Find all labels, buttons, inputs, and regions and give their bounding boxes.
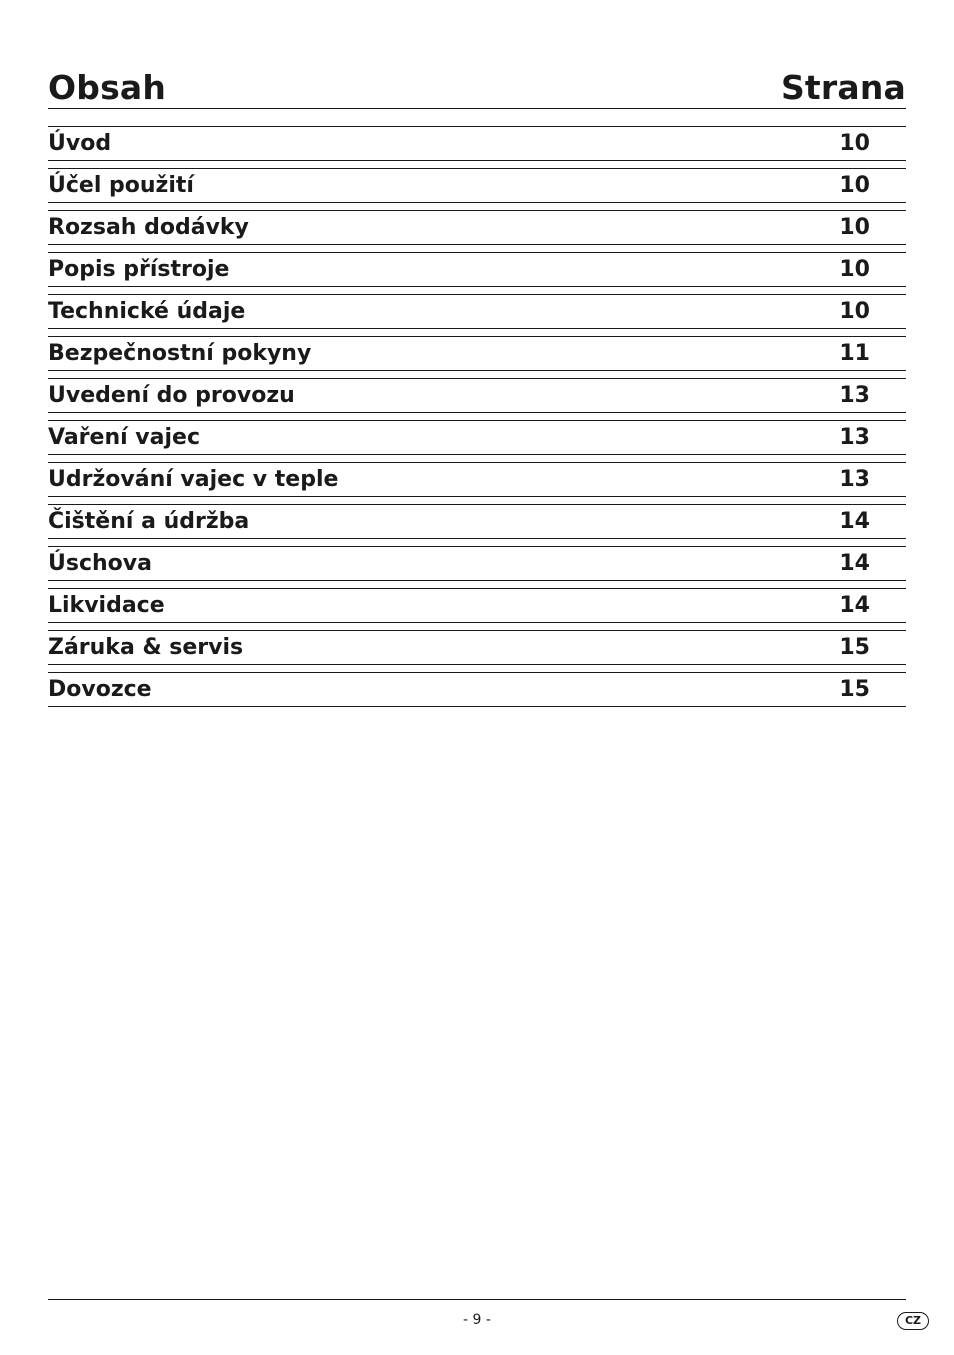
toc-row[interactable]: [48, 630, 906, 665]
toc-entry-page: 14: [839, 551, 870, 576]
toc-row[interactable]: [48, 462, 906, 497]
toc-entry-page: 10: [839, 131, 870, 156]
toc-entry-label: Vaření vajec: [48, 425, 200, 450]
toc-entry-label: Dovozce: [48, 677, 152, 702]
toc-entry-page: 10: [839, 257, 870, 282]
toc-entry-page: 14: [839, 509, 870, 534]
page-column-heading: Strana: [780, 68, 906, 107]
toc-entry-page: 10: [839, 173, 870, 198]
language-badge: CZ: [897, 1312, 929, 1330]
toc-row[interactable]: [48, 504, 906, 539]
toc-entry-page: 15: [839, 635, 870, 660]
toc-entry-page: 13: [839, 425, 870, 450]
page-title: Obsah: [48, 68, 167, 107]
footer-divider: [48, 1299, 906, 1300]
toc-entry-label: Likvidace: [48, 593, 165, 618]
toc-entry-label: Rozsah dodávky: [48, 215, 249, 240]
toc-entry-label: Úvod: [48, 131, 112, 156]
toc-row[interactable]: [48, 588, 906, 623]
page-number: - 9 -: [463, 1312, 491, 1328]
toc-entry-label: Popis přístroje: [48, 257, 230, 282]
toc-entry-label: Úschova: [48, 551, 152, 576]
toc-entry-page: 13: [839, 383, 870, 408]
toc-entry-page: 10: [839, 299, 870, 324]
toc-entry-label: Čištění a údržba: [48, 509, 250, 534]
toc-entry-page: 11: [839, 341, 870, 366]
toc-row[interactable]: [48, 336, 906, 371]
toc-entry-page: 14: [839, 593, 870, 618]
toc-entry-label: Záruka & servis: [48, 635, 244, 660]
toc-row[interactable]: [48, 252, 906, 287]
toc-row[interactable]: [48, 420, 906, 455]
toc-entry-page: 10: [839, 215, 870, 240]
toc-row[interactable]: [48, 378, 906, 413]
toc-row[interactable]: [48, 546, 906, 581]
table-of-contents: [48, 126, 906, 714]
toc-row[interactable]: [48, 294, 906, 329]
toc-entry-label: Technické údaje: [48, 299, 246, 324]
toc-entry-label: Udržování vajec v teple: [48, 467, 339, 492]
toc-entry-label: Bezpečnostní pokyny: [48, 341, 312, 366]
toc-row[interactable]: [48, 126, 906, 161]
toc-row[interactable]: [48, 210, 906, 245]
toc-entry-label: Účel použití: [48, 173, 194, 198]
toc-row[interactable]: [48, 168, 906, 203]
toc-entry-page: 15: [839, 677, 870, 702]
toc-row[interactable]: [48, 672, 906, 707]
toc-entry-page: 13: [839, 467, 870, 492]
toc-entry-label: Uvedení do provozu: [48, 383, 295, 408]
toc-header: [48, 66, 906, 109]
